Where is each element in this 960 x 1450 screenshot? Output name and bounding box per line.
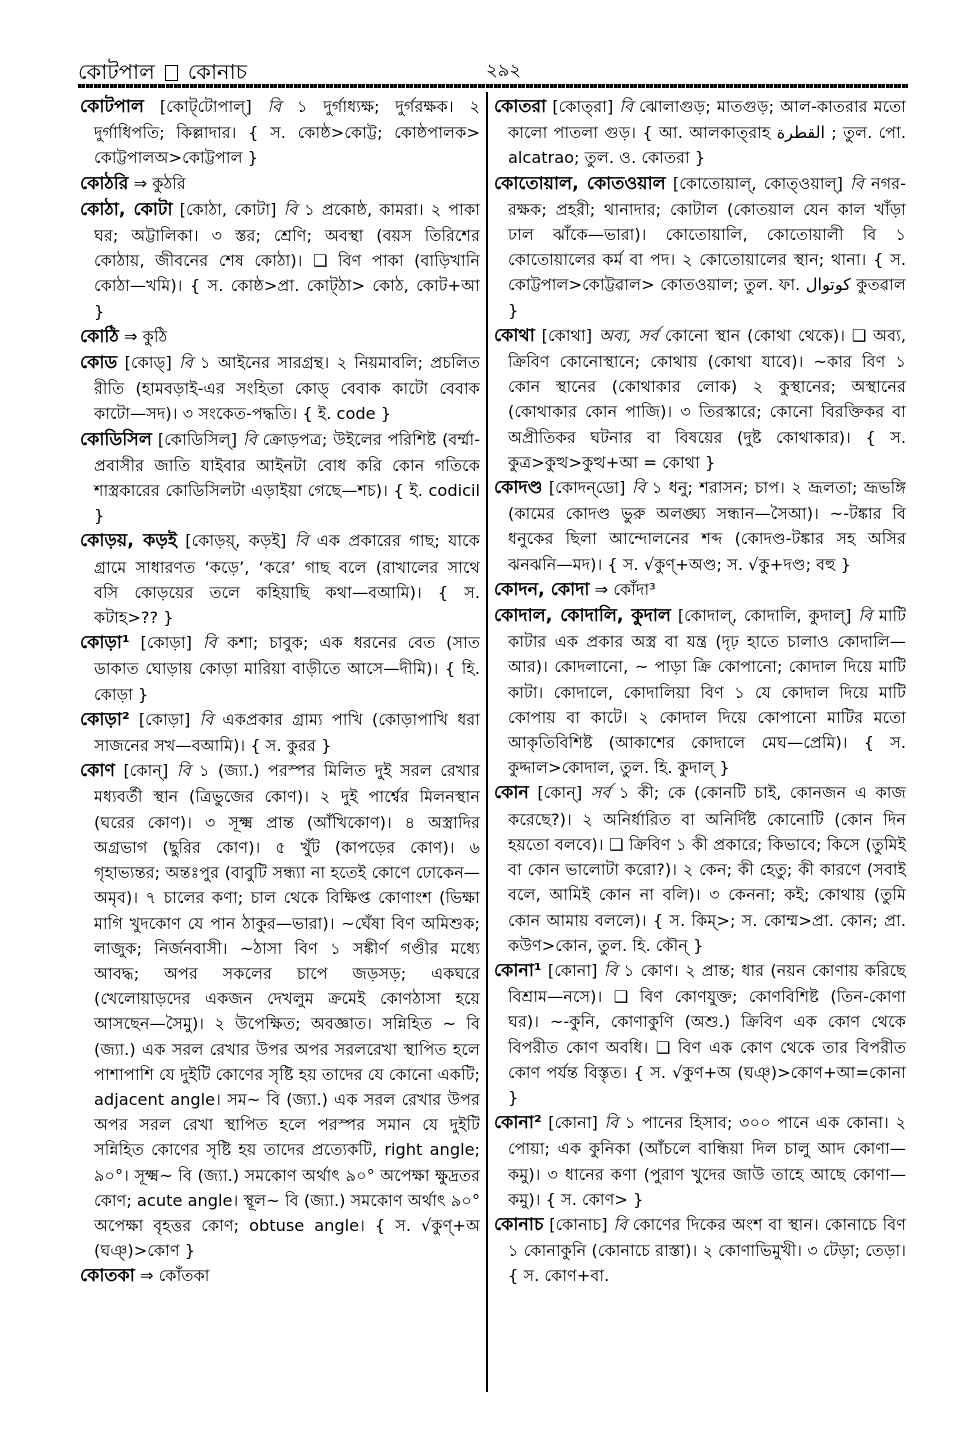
entry-definition: কোণের দিকের অংশ বা স্থান। কোনাচে বিণ ১ কোনাকুনি (কোনাচে রাস্তা)। ২ কোণাভিমুখী। ৩ টেড়া; তেড়া। { স. কোণ+বা. xyxy=(508,1214,906,1286)
entry-pronunciation: [কোড্‌] xyxy=(124,353,172,373)
entry-headword: কোটপাল xyxy=(80,97,144,117)
entry-definition: নগর-রক্ষক; প্রহরী; থানাদার; কোটাল (কোতয়াল যেন কাল খাঁড়া ঢাল ঝাঁকে—ভারা)। কোতোয়ালি, কোতোয়ালী বি ১ কোতোয়ালের কর্ম বা পদ। ২ কোতোয়ালের স্থান; থানা। { স. কোট্টপাল>কোট্টৱাল> কোতওয়াল; তুল. ফা. کوتوال কুতৱাল } xyxy=(508,173,906,320)
entry-headword: কোন xyxy=(494,783,529,804)
guide-word-last: কোনাচ xyxy=(187,60,248,84)
entry-part-of-speech: বি xyxy=(613,1214,627,1234)
dictionary-entry xyxy=(494,603,906,780)
entry-part-of-speech: বি xyxy=(858,606,872,626)
entry-pronunciation: [কোনা] xyxy=(548,1113,598,1133)
entry-part-of-speech: বি xyxy=(202,633,217,653)
entry-part-of-speech: সর্ব xyxy=(590,783,611,803)
entry-pronunciation: [কোত্‌রা] xyxy=(552,97,614,116)
entry-definition: কশা; চাবুক; এক ধরনের বেত (সাত ডাকাত ঘোড়ায় কোড়া মারিয়া বাড়ীতে আসে—দীমি)। { হি. কোড়া } xyxy=(94,633,480,704)
entry-definition: ১ পানের হিসাব; ৩০০ পানে এক কোনা। ২ পোয়া; এক কুনিকা (আঁচলে বান্ধিয়া দিল চালু আদ কোণা—কমু)। ৩ ধানের কণা (পুরাণ খুদের জাউ তাহে আছে কোণা—কমু)। { স. কোণ> } xyxy=(508,1113,907,1209)
entry-definition: ১ দুর্গাধ্যক্ষ; দুর্গরক্ষক। ২ দুর্গাধিপতি; কিল্লাদার। { স. কোষ্ঠ>কোট্ট; কোষ্ঠপালক> কোট্টপালঅ>কোট্টপাল } xyxy=(94,97,481,168)
entry-part-of-speech: বি xyxy=(283,199,298,219)
dictionary-entry xyxy=(494,94,906,171)
entry-headword: কোতকা xyxy=(80,1266,135,1287)
entry-headword: কোঠা, কোটা xyxy=(80,199,173,220)
dictionary-entry xyxy=(494,1110,906,1212)
entry-pronunciation: [কোন্‌] xyxy=(123,761,169,781)
entry-pronunciation: [কোনা] xyxy=(547,960,598,980)
entry-definition: ১ প্রকোষ্ঠ, কামরা। ২ পাকা ঘর; অট্টালিকা। ৩ স্তর; শ্রেণি; অবস্থা (বয়স তিরিশের কোঠায়, জীবনের শেষ কোঠা)। ❑ বিণ পাকা (বাড়িখানি কোঠা—খমি)। { স. কোষ্ঠ>প্রা. কোট্‌ঠা> কোঠ, কোট+আ } xyxy=(94,199,480,321)
entry-headword: কোঠি xyxy=(80,326,119,347)
entry-pronunciation: [কোড়া] xyxy=(138,709,191,729)
entry-headword: কোদণ্ড xyxy=(494,478,543,499)
dictionary-entry xyxy=(494,958,906,1110)
entry-headword: কোনাচ xyxy=(494,1214,544,1235)
dictionary-entry xyxy=(494,323,906,475)
entry-headword: কোণ xyxy=(80,761,115,782)
entry-headword: কোদন, কোদা xyxy=(494,579,590,600)
entry-part-of-speech: বি xyxy=(243,429,257,449)
dictionary-entry xyxy=(80,94,480,171)
entry-definition: ১ ধনু; শরাসন; চাপ। ২ ভ্রূলতা; ভ্রূভঙ্গি (কামের কোদণ্ড ভুরু অলঙ্ঘ্য সন্ধান—সৈআ)। ~-টঙ্কার বি ধনুকের ছিলা আন্দোলনের শব্দ (কোদণ্ড-টঙ্কার সহ অসির ঝনঝনি—মদ)। { স. √কুণ্‌+অণ্ড; স. √কু+দণ্ড; বহু } xyxy=(508,478,906,574)
entry-headword: কোদাল, কোদালি, কুদাল xyxy=(494,606,671,627)
entry-headword: কোতোয়াল, কোতওয়াল xyxy=(494,173,666,194)
column-divider xyxy=(486,92,488,1392)
dictionary-entry xyxy=(80,171,480,197)
entry-definition: ১ আইনের সারগ্রন্থ। ২ নিয়মাবলি; প্রচলিত রীতি (হামবড়াই-এর সংহিতা কোড্‌ বেবাক কাটো বেবাক কাটো—সদ)। ৩ সংকেত-পদ্ধতি। { ই. code } xyxy=(94,353,481,424)
dictionary-entry xyxy=(494,577,906,603)
dictionary-entry xyxy=(80,1263,480,1289)
header-rule xyxy=(78,84,908,88)
entry-definition: ⇒ কোঁতকা xyxy=(140,1266,210,1286)
entry-pronunciation: [কোথা] xyxy=(541,325,593,345)
entry-part-of-speech: বি xyxy=(179,353,193,373)
entry-part-of-speech: বি xyxy=(850,173,864,193)
entry-definition: ১ কী; কে (কোনটি চাই, কোনজন এ কাজ করেছে?)। ২ অনির্ধারিত বা অনির্দিষ্ট কোনোটি (কোন দিন হয়তো বলবে)। ❑ ক্রিবিণ ১ কী প্রকারে; কিভাবে; কিসে (তুমিই বা কোন ভালোটা করো?)। ২ কেন; কী হেতু; কী কারণে (সবাই বলে, আমিই কোন না বলি)। ৩ কেননা; কই; কোথায় (তুমি কোন আমায় বললে)। { স. কিম্‌>; স. কোম্ম>প্রা. কোন; প্রা. কউণ>কোন, তুল. হি. কৌন্‌ } xyxy=(508,783,906,955)
entry-headword: কোড়া¹ xyxy=(80,633,130,654)
entry-pronunciation: [কোদন্‌ডো] xyxy=(548,478,626,498)
entry-headword: কোঠরি xyxy=(80,173,129,194)
entry-pronunciation: [কোদাল্‌, কোদালি, কুদাল্‌] xyxy=(677,606,852,626)
entry-definition: এক প্রকারের গাছ; যাকে গ্রামে সাধারণত ‘কড়ে’, ‘করে’ গাছ বলে (রাখালের সাথে বসি কোড়য়ের তলে কহিয়াছি কথা—বআমি)। { স. কটাহ>?? } xyxy=(94,531,480,628)
entry-pronunciation: [কোডিসিল্‌] xyxy=(157,429,238,449)
entry-part-of-speech: বি xyxy=(631,478,646,498)
entry-definition: ⇒ কুঠি xyxy=(123,326,168,346)
right-column xyxy=(494,94,906,1289)
entry-part-of-speech: বি xyxy=(604,1113,619,1133)
entry-definition: একপ্রকার গ্রাম্য পাখি (কোড়াপাখি ধরা সাজনের সখ—বআমি)। { স. কুরর } xyxy=(94,709,480,756)
dictionary-entry xyxy=(80,758,480,1263)
guide-word-first: কোটপাল xyxy=(78,60,155,84)
entry-pronunciation: [কোঠা, কোটা] xyxy=(179,199,277,219)
entry-pronunciation: [কোড়া] xyxy=(140,633,192,653)
entry-definition: ১ (জ্যা.) পরস্পর মিলিত দুই সরল রেখার মধ্যবর্তী স্থান (ত্রিভুজের কোণ)। ২ দুই পার্শ্বের মিলনস্থান (ঘরের কোণ)। ৩ সূক্ষ্ম প্রান্ত (আঁখিকোণ)। ৪ অস্ত্রাদির অগ্রভাগ (ছুরির কোণ)। ৫ খুঁট (কাপড়ের কোণ)। ৬ গৃহাভ্যন্তর; অন্তঃপুর (বাবুটি সন্ধ্যা না হতেই কোণে ঢোকেন—অমৃব)। ৭ চালের কণা; চাল থেকে বিক্ষিপ্ত কোণাংশ (ভিক্ষা মাগি খুদকোণ যে পান ঠাকুর—ভারা)। ~ঘেঁষা বিণ অমিশুক; লাজুক; নির্জনবাসী। ~ঠাসা বিণ ১ সঙ্কীর্ণ গণ্ডীর মধ্যে আবদ্ধ; অপর সকলের চাপে জড়সড়; একঘরে (খেলোয়াড়দের একজন দেখলুম ক্রমেই কোণঠাসা হয়ে আসছেন—সৈমু)। ২ উপেক্ষিত; অবজ্ঞাত। সন্নিহিত ~ বি (জ্যা.) এক সরল রেখার উপর অপর সরলরেখা স্থাপিত হলে পাশাপাশি যে দুইটি কোণের সৃষ্টি হয় তাদের যে কোনো একটি; adjacent angle। সম~ বি (জ্যা.) এক সরল রেখার উপর অপর সরল রেখা স্থাপিত হলে পরস্পর সমান যে দুইটি সন্নিহিত কোণের সৃষ্টি হয় তাদের প্রত্যেকটি, right angle; ৯০°। সূক্ষ্ম~ বি (জ্যা.) সমকোণ অর্থাৎ ৯০° অপেক্ষা ক্ষুদ্রতর কোণ; acute angle। স্থূল~ বি (জ্যা.) সমকোণ অর্থাৎ ৯০° অপেক্ষা বৃহত্তর কোণ; obtuse angle। { স. √কুণ্‌+অ (ঘঞ্‌)>কোণ } xyxy=(94,761,480,1261)
dictionary-entry xyxy=(80,528,480,630)
entry-pronunciation: [কোনাচ] xyxy=(549,1214,608,1234)
dictionary-entry xyxy=(80,427,480,529)
entry-headword: কোড়া² xyxy=(80,709,130,730)
entry-definition: ১ কোণ। ২ প্রান্ত; ধার (নয়ন কোণায় করিছে বিশ্রাম—নসে)। ❑ বিণ কোণযুক্ত; কোণবিশিষ্ট (তিন-কোণা ঘর)। ~-কুনি, কোণাকুণি (অশু.) ক্রিবিণ এক কোণ থেকে বিপরীত কোণ অবধি। ❑ বিণ এক কোণ থেকে তার বিপরীত কোণ পর্যন্ত বিস্তৃত। { স. √কুণ+অ (ঘঞ্‌)>কোণ+আ=কোনা } xyxy=(508,960,906,1107)
separator-box-icon xyxy=(165,65,178,81)
entry-headword: কোনা² xyxy=(494,1113,542,1134)
entry-part-of-speech: অব্য, সর্ব xyxy=(598,325,659,345)
left-column xyxy=(80,94,480,1290)
page-header xyxy=(78,56,908,84)
entry-definition: কোনো স্থান (কোথা থেকে)। ❑ অব্য, ক্রিবিণ কোনোস্থানে; কোথায় (কোথা যাবে)। ~কার বিণ ১ কোন স্থানের (কোথাকার লোক) ২ কুস্থানের; অস্থানের (কোথাকার কোন পাজি)। ৩ তিরস্কারে; কোনো বিরক্তিকর বা অপ্রীতিকর ঘটনার বা বিষয়ের (দুষ্ট কোথাকার)। { স. কুত্র>কুত্থ>কুত্থ+আ = কোথা } xyxy=(508,325,906,472)
dictionary-entry xyxy=(494,1212,906,1289)
entry-headword: কোনা¹ xyxy=(494,960,542,981)
dictionary-entry xyxy=(80,197,480,324)
entry-definition: ক্রোড়পত্র; উইলের পরিশিষ্ট (বর্ম্মা-প্রবাসীর জাতি যাইবার আইনটা বোধ করি কোন গতিকে শাস্ত্রকারের কোডিসিলটা এড়াইয়া গেছে—শচ)। { ই. codicil } xyxy=(94,429,480,526)
dictionary-entry xyxy=(80,630,480,707)
entry-pronunciation: [কোতোয়াল্‌, কোত্‌ওয়াল্‌] xyxy=(672,173,843,193)
entry-definition: ⇒ কোঁদা³ xyxy=(594,579,656,599)
entry-part-of-speech: বি xyxy=(199,709,214,729)
entry-part-of-speech: বি xyxy=(619,97,634,116)
entry-part-of-speech: বি xyxy=(267,97,282,116)
dictionary-entry xyxy=(494,780,906,957)
entry-headword: কোড xyxy=(80,353,118,374)
entry-part-of-speech: বি xyxy=(294,531,309,551)
dictionary-entry xyxy=(80,707,480,758)
entry-pronunciation: [কোন্‌] xyxy=(537,783,583,803)
entry-pronunciation: [কোট্‌টোপাল্‌] xyxy=(159,97,252,116)
entry-definition: ঝোলাগুড়; মাতগুড়; আল-কাতরার মতো কালো পাতলা গুড়। { আ. আলকাত্‌রাহ القطرة ; তুল. পো. alcatrao; তুল. ও. কোতরা } xyxy=(508,97,906,168)
dictionary-entry xyxy=(80,324,480,350)
entry-definition: মাটি কাটার এক প্রকার অস্ত্র বা যন্ত্র (দৃঢ় হাতে চালাও কোদালি—আর)। কোদলানো, ~ পাড়া ক্রি কোপানো; কোদাল দিয়ে মাটি কাটা। কোদালে, কোদালিয়া বিণ ১ যে কোদাল দিয়ে মাটি কোপায় বা কাটে। ২ কোদাল দিয়ে কোপানো মাটির মতো আকৃতিবিশিষ্ট (আকাশের কোদালে মেঘ—প্রেমি)। { স. কুদ্দাল>কোদাল, তুল. হি. কুদাল্‌ } xyxy=(508,606,907,778)
dictionary-entry xyxy=(494,171,906,323)
dictionary-entry xyxy=(494,475,906,577)
entry-definition: ⇒ কুঠরি xyxy=(133,173,186,193)
entry-headword: কোথা xyxy=(494,325,535,346)
entry-part-of-speech: বি xyxy=(603,960,618,980)
entry-part-of-speech: বি xyxy=(176,761,191,781)
entry-headword: কোতরা xyxy=(494,97,547,117)
page-number: ২৯২ xyxy=(486,60,522,81)
entry-pronunciation: [কোড়য়্‌, কড়ই] xyxy=(185,531,287,551)
entry-headword: কোডিসিল xyxy=(80,429,152,450)
entry-headword: কোড়য়, কড়ই xyxy=(80,531,177,552)
dictionary-entry xyxy=(80,350,480,427)
